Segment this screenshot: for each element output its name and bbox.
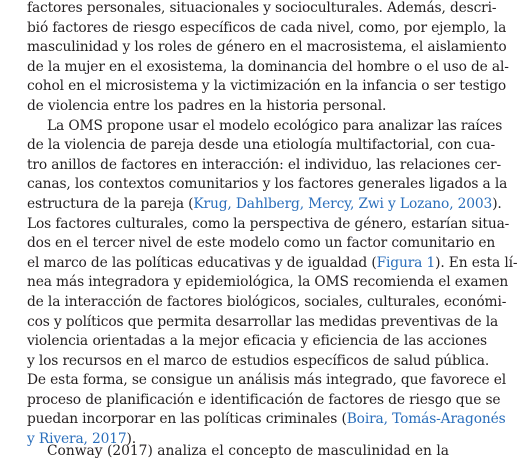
text-line: cohol en el microsistema y la victimización en la infancia o ser testigo xyxy=(27,78,507,95)
cropped-line-text: Conway (2017) analiza el concepto de masculinidad en la xyxy=(47,443,449,459)
line-text: ). xyxy=(492,195,502,212)
text-line: violencia orientadas a la mejor eficacia y eficiencia de las acciones xyxy=(27,333,487,350)
citation-link-krug-2003[interactable]: Krug, Dahlberg, Mercy, Zwi y Lozano, 2003 xyxy=(193,195,493,212)
text-line: de la interacción de factores biológicos, sociales, culturales, económi- xyxy=(27,293,507,310)
text-line: Los factores culturales, como la perspectiva de género, estarían situa- xyxy=(27,215,510,232)
text-line: cos y políticos que permita desarrollar las medidas preventivas de la xyxy=(27,313,499,330)
text-line: tro anillos de factores en interacción: el individuo, las relaciones cer- xyxy=(27,156,502,173)
line-text: estructura de la pareja ( xyxy=(27,195,194,212)
citation-link-boira-2017[interactable]: Boira, Tomás-Aragonés xyxy=(346,411,506,428)
cropped-next-line xyxy=(27,443,487,464)
text-line: y los recursos en el marco de estudios específicos de salud pública. xyxy=(27,352,490,369)
text-line: De esta forma, se consigue un análisis más integrado, que favorece el xyxy=(27,372,507,389)
text-line: de la mujer en el exosistema, la dominancia del hombre o el uso de al- xyxy=(27,58,509,75)
text-line: La OMS propone usar el modelo ecológico para analizar las raíces xyxy=(47,117,503,134)
text-line: dos en el tercer nivel de este modelo como un factor comunitario en xyxy=(27,235,496,252)
text-line: bió factores de riesgo específicos de cada nivel, como, por ejemplo, la xyxy=(27,19,507,36)
line-text: ). xyxy=(126,431,137,448)
text-line: de violencia entre los padres en la historia personal. xyxy=(27,97,387,114)
text-line xyxy=(27,254,517,274)
text-line: proceso de planificación e identificación de factores de riesgo que se xyxy=(27,391,501,408)
text-line: nea más integradora y epidemiológica, la OMS recomienda el examen xyxy=(27,274,509,291)
text-line: canas, los contextos comunitarios y los factores generales ligados a la xyxy=(27,176,508,193)
line-text: el marco de las políticas educativas y de igualdad ( xyxy=(27,254,377,271)
article-body xyxy=(27,0,517,450)
paragraph-2 xyxy=(27,117,517,450)
text-line: factores personales, situacionales y socioculturales. Además, descri- xyxy=(27,0,497,16)
figure-1-link[interactable]: Figura 1 xyxy=(376,254,436,271)
paragraph-1 xyxy=(27,0,509,117)
text-line: masculinidad y los roles de género en el macrosistema, el aislamiento xyxy=(27,39,507,56)
text-line xyxy=(27,410,506,430)
line-text: ). En esta lí- xyxy=(435,254,517,271)
citation-link-boira-2017-cont[interactable]: y Rivera, 2017 xyxy=(27,431,127,448)
text-line: de la violencia de pareja desde una etiología multifactorial, con cua- xyxy=(27,137,496,154)
text-line xyxy=(27,195,502,215)
line-text: puedan incorporar en las políticas criminales ( xyxy=(27,411,347,428)
